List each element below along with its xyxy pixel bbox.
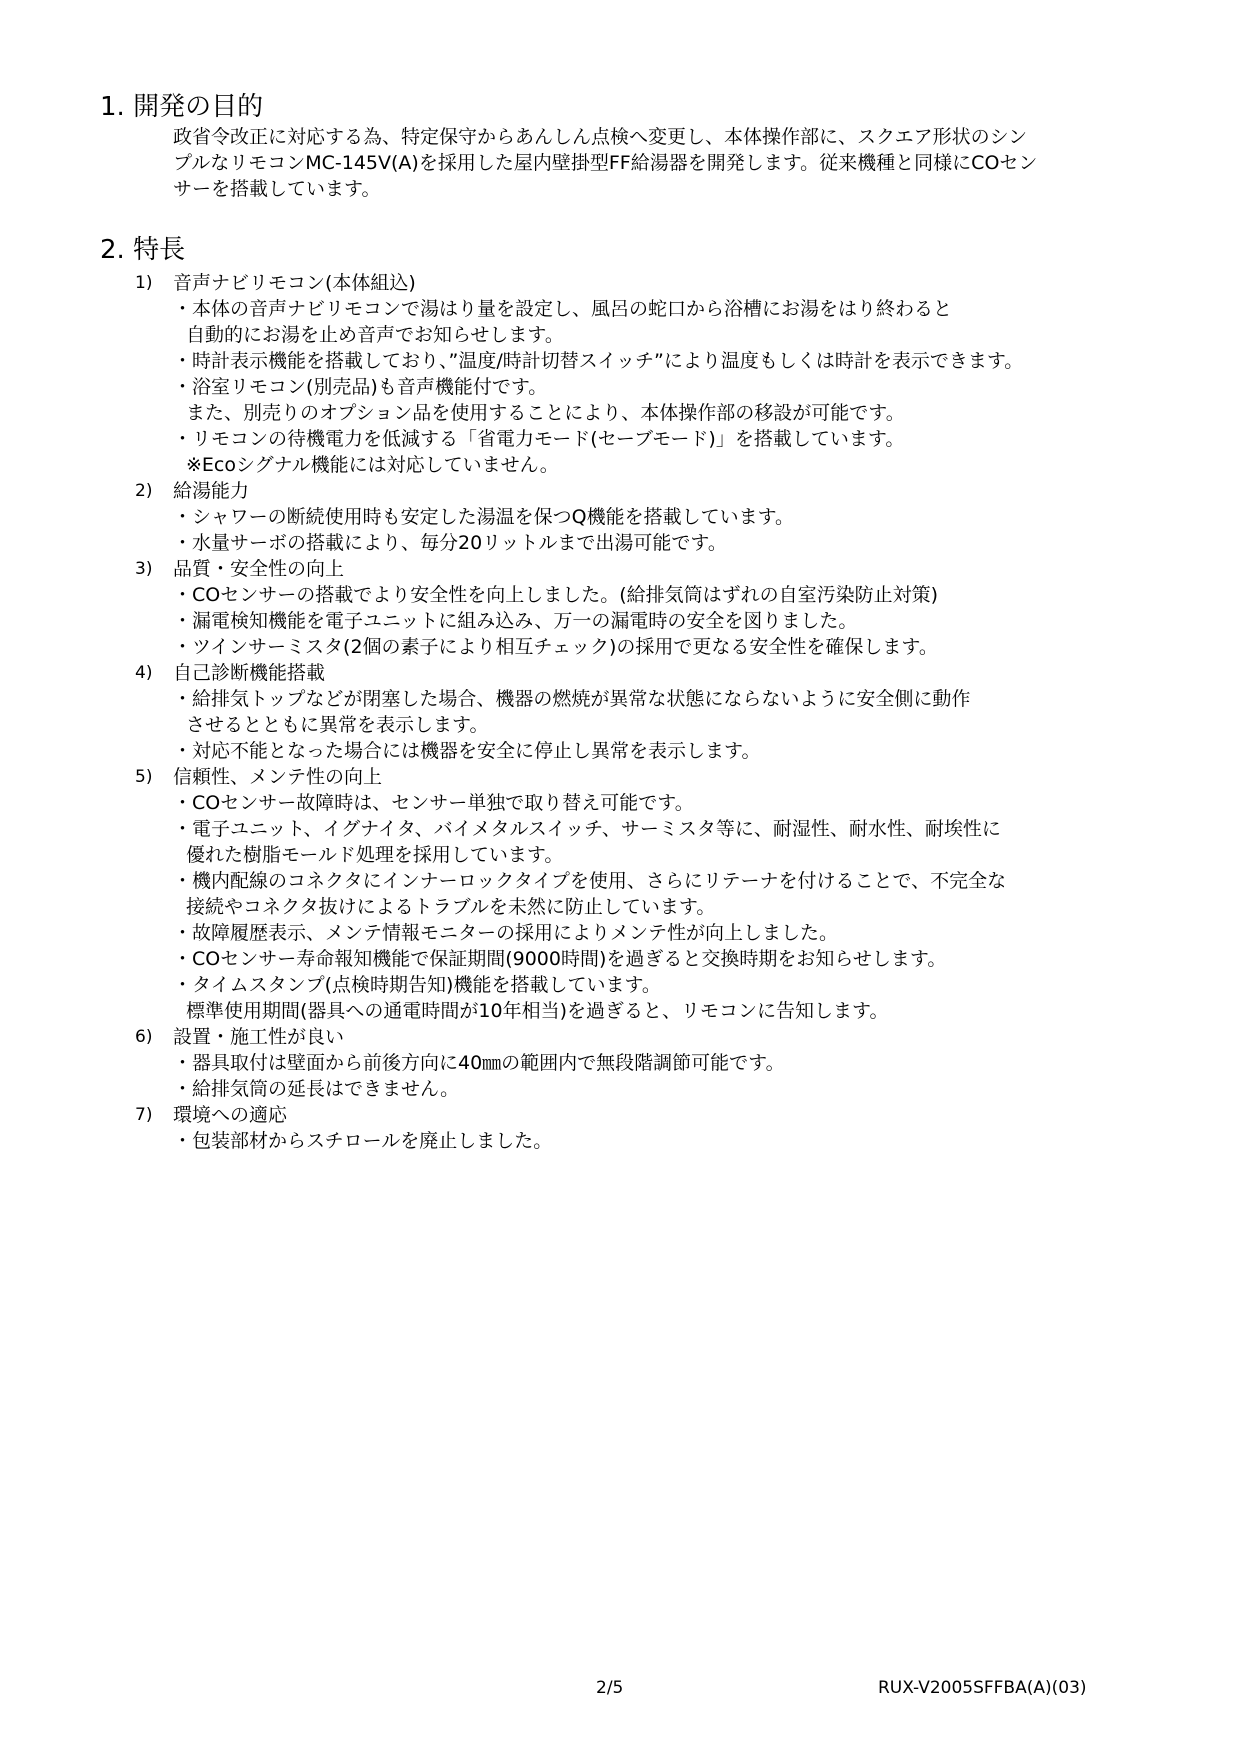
item-title: 品質・安全性の向上 <box>173 558 345 580</box>
item-line: ・タイムスタンプ(点検時期告知)機能を搭載しています。 <box>173 974 661 996</box>
item-number: 2) <box>135 481 153 501</box>
item-line: ・ツインサーミスタ(2個の素子により相互チェック)の採用で更なる安全性を確保します。 <box>173 636 938 658</box>
item-line: 優れた樹脂モールド処理を採用しています。 <box>186 844 564 866</box>
item-title: 自己診断機能搭載 <box>173 662 326 684</box>
item-number: 7) <box>135 1105 153 1125</box>
item-line: ・給排気筒の延長はできません。 <box>173 1078 460 1100</box>
item-line: ・COセンサー寿命報知機能で保証期間(9000時間)を過ぎると交換時期をお知らせします。 <box>173 948 947 970</box>
item-number: 5) <box>135 767 153 787</box>
item-line: ・COセンサー故障時は、センサー単独で取り替え可能です。 <box>173 792 694 814</box>
item-line: させるとともに異常を表示します。 <box>186 714 489 736</box>
item-title: 設置・施工性が良い <box>173 1026 345 1048</box>
section-heading-purpose: 1. 開発の目的 <box>100 92 264 122</box>
item-number: 4) <box>135 663 153 683</box>
item-title: 環境への適応 <box>173 1104 288 1126</box>
item-line: ・本体の音声ナビリモコンで湯はり量を設定し、風呂の蛇口から浴槽にお湯をはり終わると <box>173 298 953 320</box>
item-line: また、別売りのオプション品を使用することにより、本体操作部の移設が可能です。 <box>186 402 905 424</box>
item-line: ・給排気トップなどが閉塞した場合、機器の燃焼が異常な状態にならないように安全側に動作 <box>173 688 971 710</box>
item-title: 音声ナビリモコン(本体組込) <box>173 272 416 294</box>
item-line: ・機内配線のコネクタにインナーロックタイプを使用、さらにリテーナを付けることで、不完全な <box>173 870 1007 892</box>
item-line: ・対応不能となった場合には機器を安全に停止し異常を表示します。 <box>173 740 761 762</box>
item-line: ・時計表示機能を搭載しており、”温度/時計切替スイッチ”により温度もしくは時計を表示できます。 <box>173 350 1024 372</box>
purpose-text-line: 政省令改正に対応する為、特定保守からあんしん点検へ変更し、本体操作部に、スクエア形状のシン <box>173 126 1028 148</box>
item-number: 3) <box>135 559 153 579</box>
item-number: 6) <box>135 1027 153 1047</box>
item-line: ・COセンサーの搭載でより安全性を向上しました。(給排気筒はずれの自室汚染防止対策) <box>173 584 939 606</box>
item-number: 1) <box>135 273 153 293</box>
page-number: 2/5 <box>596 1678 624 1698</box>
item-line: ・器具取付は壁面から前後方向に40㎜の範囲内で無段階調節可能です。 <box>173 1052 785 1074</box>
item-line: ・水量サーボの搭載により、毎分20リットルまで出湯可能です。 <box>173 532 727 554</box>
item-line: 標準使用期間(器具への通電時間が10年相当)を過ぎると、リモコンに告知します。 <box>186 1000 889 1022</box>
item-line: ・浴室リモコン(別売品)も音声機能付です。 <box>173 376 548 398</box>
item-line: ・シャワーの断続使用時も安定した湯温を保つQ機能を搭載しています。 <box>173 506 795 528</box>
item-title: 給湯能力 <box>173 480 250 502</box>
purpose-text-line: プルなリモコンMC-145V(A)を採用した屋内壁掛型FF給湯器を開発します。従来機種と同様にCOセン <box>173 152 1038 174</box>
item-line: ・故障履歴表示、メンテ情報モニターの採用によりメンテ性が向上しました。 <box>173 922 839 944</box>
item-line: ・漏電検知機能を電子ユニットに組み込み、万一の漏電時の安全を図りました。 <box>173 610 858 632</box>
item-line: ・電子ユニット、イグナイタ、バイメタルスイッチ、サーミスタ等に、耐湿性、耐水性、耐埃性に <box>173 818 1001 840</box>
item-line: ※Ecoシグナル機能には対応していません。 <box>186 454 559 476</box>
item-line: 自動的にお湯を止め音声でお知らせします。 <box>186 324 564 346</box>
item-title: 信頼性、メンテ性の向上 <box>173 766 383 788</box>
item-line: ・リモコンの待機電力を低減する「省電力モード(セーブモード)」を搭載しています。 <box>173 428 905 450</box>
section-heading-features: 2. 特長 <box>100 235 186 265</box>
item-line: 接続やコネクタ抜けによるトラブルを未然に防止しています。 <box>186 896 716 918</box>
document-code: RUX-V2005SFFBA(A)(03) <box>878 1678 1087 1698</box>
item-line: ・包装部材からスチロールを廃止しました。 <box>173 1130 553 1152</box>
purpose-text-line: サーを搭載しています。 <box>173 178 381 200</box>
